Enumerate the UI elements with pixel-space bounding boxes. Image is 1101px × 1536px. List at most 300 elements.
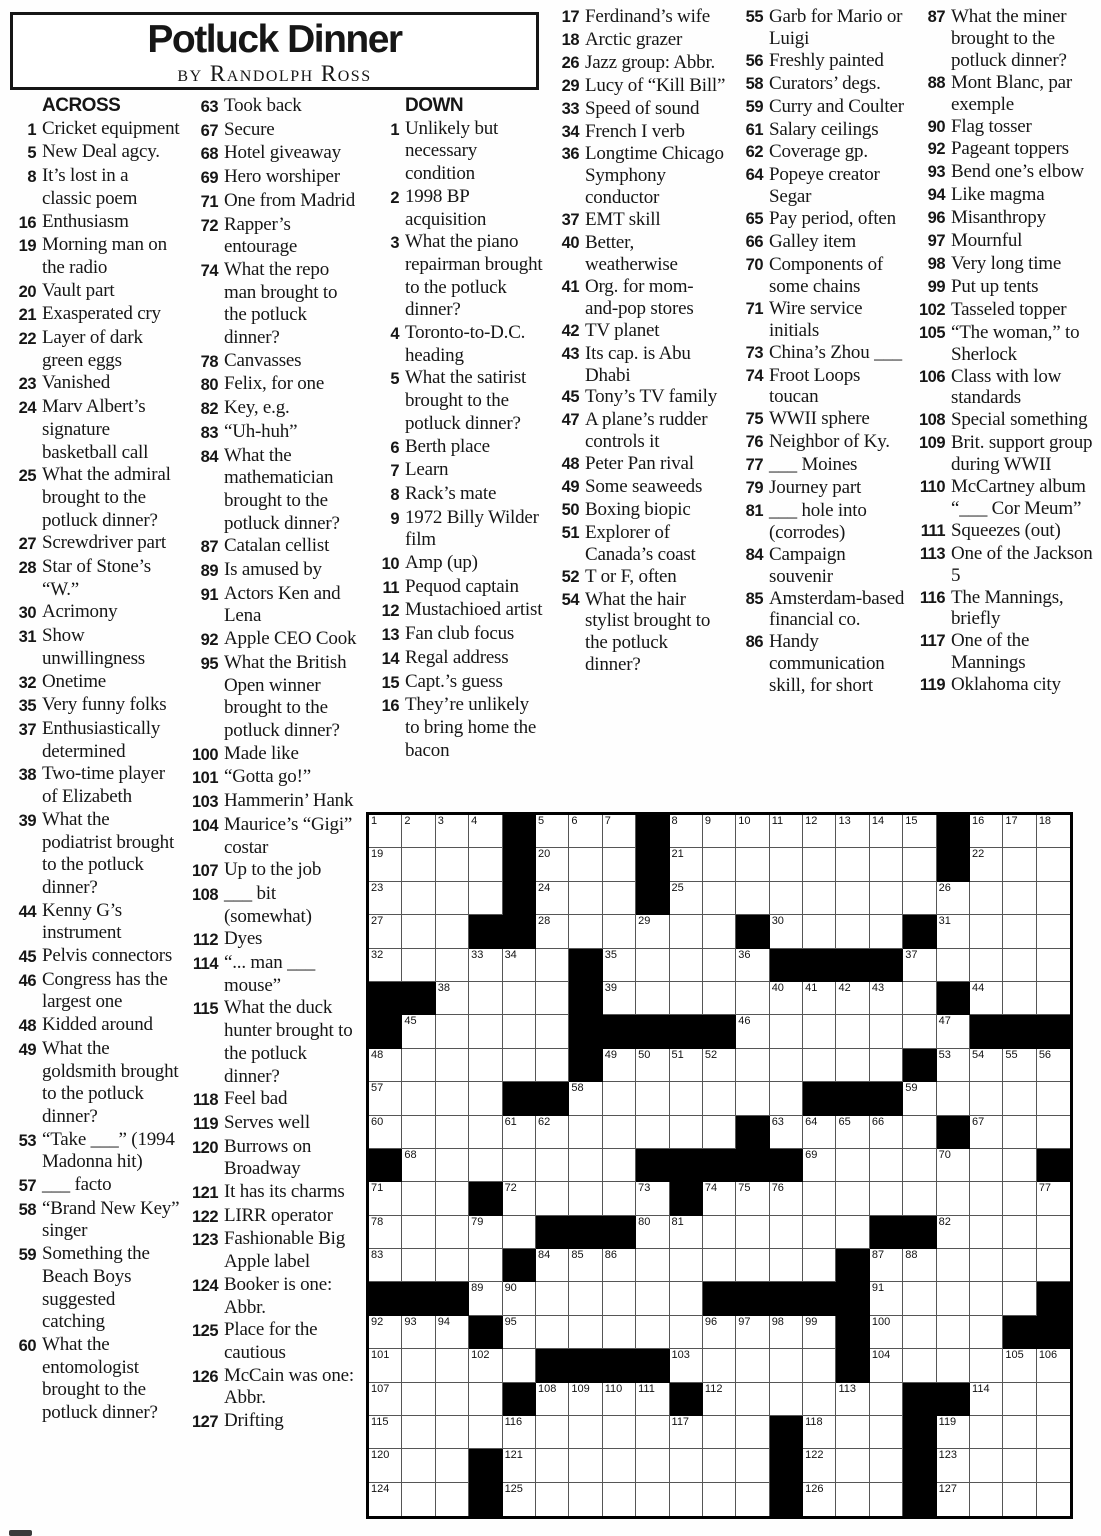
grid-cell[interactable] xyxy=(970,1116,1003,1149)
grid-cell[interactable] xyxy=(402,1349,435,1382)
grid-cell[interactable] xyxy=(603,1483,636,1516)
grid-cell[interactable] xyxy=(402,882,435,915)
grid-cell[interactable] xyxy=(369,815,402,848)
grid-cell[interactable] xyxy=(603,1182,636,1215)
grid-cell[interactable] xyxy=(870,1116,903,1149)
grid-cell[interactable] xyxy=(970,982,1003,1015)
grid-cell[interactable] xyxy=(736,1316,769,1349)
grid-cell[interactable] xyxy=(469,1349,502,1382)
grid-cell[interactable] xyxy=(836,1483,869,1516)
grid-cell[interactable] xyxy=(402,848,435,881)
grid-cell[interactable] xyxy=(503,1149,536,1182)
grid-cell[interactable] xyxy=(369,1116,402,1149)
grid-cell[interactable] xyxy=(402,1015,435,1048)
grid-cell[interactable] xyxy=(402,1449,435,1482)
grid-cell[interactable] xyxy=(836,1116,869,1149)
grid-cell[interactable] xyxy=(1037,1082,1070,1115)
grid-cell[interactable] xyxy=(703,1049,736,1082)
grid-cell[interactable] xyxy=(369,1383,402,1416)
grid-cell[interactable] xyxy=(503,1116,536,1149)
grid-cell[interactable] xyxy=(603,1416,636,1449)
grid-cell[interactable] xyxy=(569,1282,602,1315)
grid-cell[interactable] xyxy=(436,815,469,848)
grid-cell[interactable] xyxy=(636,1416,669,1449)
grid-cell[interactable] xyxy=(770,1049,803,1082)
grid-cell[interactable] xyxy=(803,1349,836,1382)
grid-cell[interactable] xyxy=(1003,1383,1036,1416)
grid-cell[interactable] xyxy=(736,848,769,881)
grid-cell[interactable] xyxy=(402,1082,435,1115)
grid-cell[interactable] xyxy=(903,882,936,915)
grid-cell[interactable] xyxy=(970,815,1003,848)
grid-cell[interactable] xyxy=(369,1249,402,1282)
grid-cell[interactable] xyxy=(569,1082,602,1115)
grid-cell[interactable] xyxy=(736,815,769,848)
grid-cell[interactable] xyxy=(1037,949,1070,982)
grid-cell[interactable] xyxy=(1037,1116,1070,1149)
grid-cell[interactable] xyxy=(536,882,569,915)
grid-cell[interactable] xyxy=(636,1249,669,1282)
grid-cell[interactable] xyxy=(603,1082,636,1115)
grid-cell[interactable] xyxy=(970,1082,1003,1115)
grid-cell[interactable] xyxy=(636,1449,669,1482)
grid-cell[interactable] xyxy=(536,982,569,1015)
grid-cell[interactable] xyxy=(970,1049,1003,1082)
grid-cell[interactable] xyxy=(369,1082,402,1115)
grid-cell[interactable] xyxy=(703,882,736,915)
grid-cell[interactable] xyxy=(970,1449,1003,1482)
grid-cell[interactable] xyxy=(736,1483,769,1516)
grid-cell[interactable] xyxy=(937,1316,970,1349)
grid-cell[interactable] xyxy=(937,1416,970,1449)
grid-cell[interactable] xyxy=(1003,1216,1036,1249)
grid-cell[interactable] xyxy=(469,882,502,915)
grid-cell[interactable] xyxy=(770,1316,803,1349)
grid-cell[interactable] xyxy=(436,1049,469,1082)
grid-cell[interactable] xyxy=(870,815,903,848)
grid-cell[interactable] xyxy=(736,1082,769,1115)
grid-cell[interactable] xyxy=(970,1216,1003,1249)
grid-cell[interactable] xyxy=(369,882,402,915)
grid-cell[interactable] xyxy=(436,1383,469,1416)
grid-cell[interactable] xyxy=(670,1116,703,1149)
grid-cell[interactable] xyxy=(970,1149,1003,1182)
grid-cell[interactable] xyxy=(569,1149,602,1182)
grid-cell[interactable] xyxy=(803,815,836,848)
grid-cell[interactable] xyxy=(937,1449,970,1482)
grid-cell[interactable] xyxy=(903,815,936,848)
grid-cell[interactable] xyxy=(937,1082,970,1115)
grid-cell[interactable] xyxy=(603,882,636,915)
grid-cell[interactable] xyxy=(1037,1182,1070,1215)
grid-cell[interactable] xyxy=(636,1182,669,1215)
grid-cell[interactable] xyxy=(369,1416,402,1449)
grid-cell[interactable] xyxy=(603,915,636,948)
grid-cell[interactable] xyxy=(836,1182,869,1215)
grid-cell[interactable] xyxy=(870,1483,903,1516)
grid-cell[interactable] xyxy=(836,1049,869,1082)
grid-cell[interactable] xyxy=(1037,915,1070,948)
grid-cell[interactable] xyxy=(636,949,669,982)
grid-cell[interactable] xyxy=(1003,1149,1036,1182)
grid-cell[interactable] xyxy=(970,1316,1003,1349)
grid-cell[interactable] xyxy=(569,815,602,848)
grid-cell[interactable] xyxy=(469,1049,502,1082)
grid-cell[interactable] xyxy=(1037,1049,1070,1082)
grid-cell[interactable] xyxy=(770,1116,803,1149)
grid-cell[interactable] xyxy=(636,1049,669,1082)
grid-cell[interactable] xyxy=(670,1416,703,1449)
grid-cell[interactable] xyxy=(670,1449,703,1482)
grid-cell[interactable] xyxy=(436,915,469,948)
grid-cell[interactable] xyxy=(503,1316,536,1349)
grid-cell[interactable] xyxy=(536,815,569,848)
grid-cell[interactable] xyxy=(970,882,1003,915)
grid-cell[interactable] xyxy=(1003,949,1036,982)
grid-cell[interactable] xyxy=(436,1349,469,1382)
grid-cell[interactable] xyxy=(703,1416,736,1449)
grid-cell[interactable] xyxy=(836,1216,869,1249)
grid-cell[interactable] xyxy=(569,1483,602,1516)
grid-cell[interactable] xyxy=(1003,1049,1036,1082)
grid-cell[interactable] xyxy=(836,982,869,1015)
grid-cell[interactable] xyxy=(703,815,736,848)
grid-cell[interactable] xyxy=(736,882,769,915)
grid-cell[interactable] xyxy=(937,949,970,982)
grid-cell[interactable] xyxy=(569,1316,602,1349)
grid-cell[interactable] xyxy=(937,1216,970,1249)
grid-cell[interactable] xyxy=(970,1416,1003,1449)
grid-cell[interactable] xyxy=(469,1249,502,1282)
grid-cell[interactable] xyxy=(1037,1416,1070,1449)
grid-cell[interactable] xyxy=(1037,1383,1070,1416)
grid-cell[interactable] xyxy=(436,1483,469,1516)
grid-cell[interactable] xyxy=(703,1449,736,1482)
grid-cell[interactable] xyxy=(503,1216,536,1249)
grid-cell[interactable] xyxy=(903,1015,936,1048)
grid-cell[interactable] xyxy=(903,1249,936,1282)
grid-cell[interactable] xyxy=(1003,1116,1036,1149)
grid-cell[interactable] xyxy=(970,1249,1003,1282)
grid-cell[interactable] xyxy=(469,1416,502,1449)
grid-cell[interactable] xyxy=(603,982,636,1015)
grid-cell[interactable] xyxy=(703,1316,736,1349)
grid-cell[interactable] xyxy=(469,949,502,982)
grid-cell[interactable] xyxy=(603,848,636,881)
grid-cell[interactable] xyxy=(937,1149,970,1182)
grid-cell[interactable] xyxy=(503,949,536,982)
grid-cell[interactable] xyxy=(603,1449,636,1482)
grid-cell[interactable] xyxy=(536,1483,569,1516)
grid-cell[interactable] xyxy=(503,982,536,1015)
grid-cell[interactable] xyxy=(1003,882,1036,915)
grid-cell[interactable] xyxy=(803,1449,836,1482)
grid-cell[interactable] xyxy=(670,1049,703,1082)
grid-cell[interactable] xyxy=(970,1282,1003,1315)
grid-cell[interactable] xyxy=(670,882,703,915)
grid-cell[interactable] xyxy=(469,1383,502,1416)
grid-cell[interactable] xyxy=(436,982,469,1015)
grid-cell[interactable] xyxy=(736,982,769,1015)
grid-cell[interactable] xyxy=(1003,1483,1036,1516)
grid-cell[interactable] xyxy=(870,1316,903,1349)
grid-cell[interactable] xyxy=(503,1015,536,1048)
grid-cell[interactable] xyxy=(503,1349,536,1382)
grid-cell[interactable] xyxy=(903,949,936,982)
grid-cell[interactable] xyxy=(1037,1216,1070,1249)
grid-cell[interactable] xyxy=(937,1483,970,1516)
grid-cell[interactable] xyxy=(970,1383,1003,1416)
grid-cell[interactable] xyxy=(703,1483,736,1516)
grid-cell[interactable] xyxy=(736,1449,769,1482)
grid-cell[interactable] xyxy=(803,1249,836,1282)
grid-cell[interactable] xyxy=(870,1249,903,1282)
grid-cell[interactable] xyxy=(1037,982,1070,1015)
grid-cell[interactable] xyxy=(369,1182,402,1215)
grid-cell[interactable] xyxy=(903,848,936,881)
grid-cell[interactable] xyxy=(670,1249,703,1282)
grid-cell[interactable] xyxy=(603,815,636,848)
grid-cell[interactable] xyxy=(803,1216,836,1249)
grid-cell[interactable] xyxy=(870,848,903,881)
grid-cell[interactable] xyxy=(402,1249,435,1282)
grid-cell[interactable] xyxy=(770,848,803,881)
grid-cell[interactable] xyxy=(937,1049,970,1082)
grid-cell[interactable] xyxy=(703,949,736,982)
grid-cell[interactable] xyxy=(369,949,402,982)
grid-cell[interactable] xyxy=(536,1383,569,1416)
grid-cell[interactable] xyxy=(803,1182,836,1215)
grid-cell[interactable] xyxy=(402,1483,435,1516)
grid-cell[interactable] xyxy=(670,1082,703,1115)
grid-cell[interactable] xyxy=(703,982,736,1015)
grid-cell[interactable] xyxy=(937,915,970,948)
grid-cell[interactable] xyxy=(703,915,736,948)
grid-cell[interactable] xyxy=(770,815,803,848)
grid-cell[interactable] xyxy=(670,1349,703,1382)
grid-cell[interactable] xyxy=(569,848,602,881)
grid-cell[interactable] xyxy=(402,915,435,948)
grid-cell[interactable] xyxy=(970,1349,1003,1382)
grid-cell[interactable] xyxy=(770,1383,803,1416)
grid-cell[interactable] xyxy=(670,1316,703,1349)
grid-cell[interactable] xyxy=(670,1282,703,1315)
grid-cell[interactable] xyxy=(436,1249,469,1282)
grid-cell[interactable] xyxy=(536,1049,569,1082)
grid-cell[interactable] xyxy=(436,848,469,881)
grid-cell[interactable] xyxy=(536,1015,569,1048)
grid-cell[interactable] xyxy=(870,1449,903,1482)
grid-cell[interactable] xyxy=(536,915,569,948)
grid-cell[interactable] xyxy=(503,1416,536,1449)
grid-cell[interactable] xyxy=(436,1149,469,1182)
grid-cell[interactable] xyxy=(436,882,469,915)
grid-cell[interactable] xyxy=(402,1216,435,1249)
grid-cell[interactable] xyxy=(469,1149,502,1182)
grid-cell[interactable] xyxy=(369,1049,402,1082)
grid-cell[interactable] xyxy=(770,1349,803,1382)
grid-cell[interactable] xyxy=(903,1149,936,1182)
grid-cell[interactable] xyxy=(369,915,402,948)
grid-cell[interactable] xyxy=(402,1149,435,1182)
grid-cell[interactable] xyxy=(937,882,970,915)
grid-cell[interactable] xyxy=(536,1116,569,1149)
grid-cell[interactable] xyxy=(1037,815,1070,848)
grid-cell[interactable] xyxy=(436,1416,469,1449)
grid-cell[interactable] xyxy=(703,848,736,881)
grid-cell[interactable] xyxy=(836,1416,869,1449)
grid-cell[interactable] xyxy=(870,1149,903,1182)
grid-cell[interactable] xyxy=(436,949,469,982)
grid-cell[interactable] xyxy=(469,1015,502,1048)
grid-cell[interactable] xyxy=(1037,1249,1070,1282)
grid-cell[interactable] xyxy=(836,1015,869,1048)
grid-cell[interactable] xyxy=(870,915,903,948)
grid-cell[interactable] xyxy=(603,949,636,982)
grid-cell[interactable] xyxy=(670,815,703,848)
grid-cell[interactable] xyxy=(536,1149,569,1182)
grid-cell[interactable] xyxy=(803,915,836,948)
grid-cell[interactable] xyxy=(870,1349,903,1382)
grid-cell[interactable] xyxy=(402,1116,435,1149)
grid-cell[interactable] xyxy=(903,1082,936,1115)
grid-cell[interactable] xyxy=(503,1182,536,1215)
grid-cell[interactable] xyxy=(369,1316,402,1349)
grid-cell[interactable] xyxy=(1037,1483,1070,1516)
grid-cell[interactable] xyxy=(836,1383,869,1416)
grid-cell[interactable] xyxy=(870,1015,903,1048)
grid-cell[interactable] xyxy=(636,1082,669,1115)
grid-cell[interactable] xyxy=(402,1049,435,1082)
grid-cell[interactable] xyxy=(870,1416,903,1449)
grid-cell[interactable] xyxy=(937,1349,970,1382)
grid-cell[interactable] xyxy=(836,815,869,848)
grid-cell[interactable] xyxy=(937,1282,970,1315)
grid-cell[interactable] xyxy=(603,1249,636,1282)
grid-cell[interactable] xyxy=(1003,915,1036,948)
grid-cell[interactable] xyxy=(736,1349,769,1382)
grid-cell[interactable] xyxy=(569,1182,602,1215)
grid-cell[interactable] xyxy=(1003,848,1036,881)
grid-cell[interactable] xyxy=(803,1049,836,1082)
grid-cell[interactable] xyxy=(736,949,769,982)
grid-cell[interactable] xyxy=(603,1149,636,1182)
grid-cell[interactable] xyxy=(369,1483,402,1516)
grid-cell[interactable] xyxy=(970,1483,1003,1516)
grid-cell[interactable] xyxy=(402,1383,435,1416)
grid-cell[interactable] xyxy=(436,1082,469,1115)
grid-cell[interactable] xyxy=(603,1282,636,1315)
grid-cell[interactable] xyxy=(503,1049,536,1082)
grid-cell[interactable] xyxy=(937,1182,970,1215)
grid-cell[interactable] xyxy=(836,848,869,881)
grid-cell[interactable] xyxy=(369,1449,402,1482)
grid-cell[interactable] xyxy=(1037,882,1070,915)
grid-cell[interactable] xyxy=(803,1416,836,1449)
grid-cell[interactable] xyxy=(536,1182,569,1215)
grid-cell[interactable] xyxy=(636,1483,669,1516)
grid-cell[interactable] xyxy=(503,1449,536,1482)
grid-cell[interactable] xyxy=(903,1182,936,1215)
grid-cell[interactable] xyxy=(369,848,402,881)
grid-cell[interactable] xyxy=(970,848,1003,881)
grid-cell[interactable] xyxy=(402,1182,435,1215)
grid-cell[interactable] xyxy=(836,882,869,915)
grid-cell[interactable] xyxy=(970,1182,1003,1215)
grid-cell[interactable] xyxy=(703,1383,736,1416)
grid-cell[interactable] xyxy=(603,1116,636,1149)
grid-cell[interactable] xyxy=(569,1449,602,1482)
grid-cell[interactable] xyxy=(569,1383,602,1416)
grid-cell[interactable] xyxy=(870,1182,903,1215)
grid-cell[interactable] xyxy=(1037,1449,1070,1482)
grid-cell[interactable] xyxy=(937,1249,970,1282)
grid-cell[interactable] xyxy=(903,1282,936,1315)
grid-cell[interactable] xyxy=(469,1216,502,1249)
grid-cell[interactable] xyxy=(803,848,836,881)
grid-cell[interactable] xyxy=(1003,1082,1036,1115)
grid-cell[interactable] xyxy=(469,1116,502,1149)
grid-cell[interactable] xyxy=(670,1216,703,1249)
grid-cell[interactable] xyxy=(536,1416,569,1449)
grid-cell[interactable] xyxy=(836,1449,869,1482)
grid-cell[interactable] xyxy=(803,1483,836,1516)
grid-cell[interactable] xyxy=(803,1015,836,1048)
grid-cell[interactable] xyxy=(603,1383,636,1416)
grid-cell[interactable] xyxy=(436,1316,469,1349)
grid-cell[interactable] xyxy=(770,1082,803,1115)
grid-cell[interactable] xyxy=(369,1349,402,1382)
grid-cell[interactable] xyxy=(937,1015,970,1048)
grid-cell[interactable] xyxy=(770,1216,803,1249)
grid-cell[interactable] xyxy=(569,882,602,915)
grid-cell[interactable] xyxy=(970,915,1003,948)
grid-cell[interactable] xyxy=(569,915,602,948)
grid-cell[interactable] xyxy=(402,1316,435,1349)
grid-cell[interactable] xyxy=(1003,982,1036,1015)
grid-cell[interactable] xyxy=(1003,1249,1036,1282)
grid-cell[interactable] xyxy=(736,1049,769,1082)
grid-cell[interactable] xyxy=(603,1316,636,1349)
grid-cell[interactable] xyxy=(736,1383,769,1416)
grid-cell[interactable] xyxy=(803,982,836,1015)
grid-cell[interactable] xyxy=(536,1449,569,1482)
grid-cell[interactable] xyxy=(1003,1349,1036,1382)
grid-cell[interactable] xyxy=(836,915,869,948)
grid-cell[interactable] xyxy=(503,1483,536,1516)
grid-cell[interactable] xyxy=(436,1216,469,1249)
grid-cell[interactable] xyxy=(636,1383,669,1416)
grid-cell[interactable] xyxy=(703,1349,736,1382)
grid-cell[interactable] xyxy=(703,1216,736,1249)
grid-cell[interactable] xyxy=(870,982,903,1015)
grid-cell[interactable] xyxy=(970,949,1003,982)
grid-cell[interactable] xyxy=(636,982,669,1015)
grid-cell[interactable] xyxy=(436,1015,469,1048)
grid-cell[interactable] xyxy=(670,982,703,1015)
grid-cell[interactable] xyxy=(1003,1416,1036,1449)
grid-cell[interactable] xyxy=(803,1116,836,1149)
grid-cell[interactable] xyxy=(369,1216,402,1249)
grid-cell[interactable] xyxy=(870,1383,903,1416)
grid-cell[interactable] xyxy=(736,1216,769,1249)
grid-cell[interactable] xyxy=(503,1282,536,1315)
grid-cell[interactable] xyxy=(703,1249,736,1282)
grid-cell[interactable] xyxy=(803,1383,836,1416)
grid-cell[interactable] xyxy=(436,1182,469,1215)
grid-cell[interactable] xyxy=(736,1182,769,1215)
grid-cell[interactable] xyxy=(1003,1282,1036,1315)
